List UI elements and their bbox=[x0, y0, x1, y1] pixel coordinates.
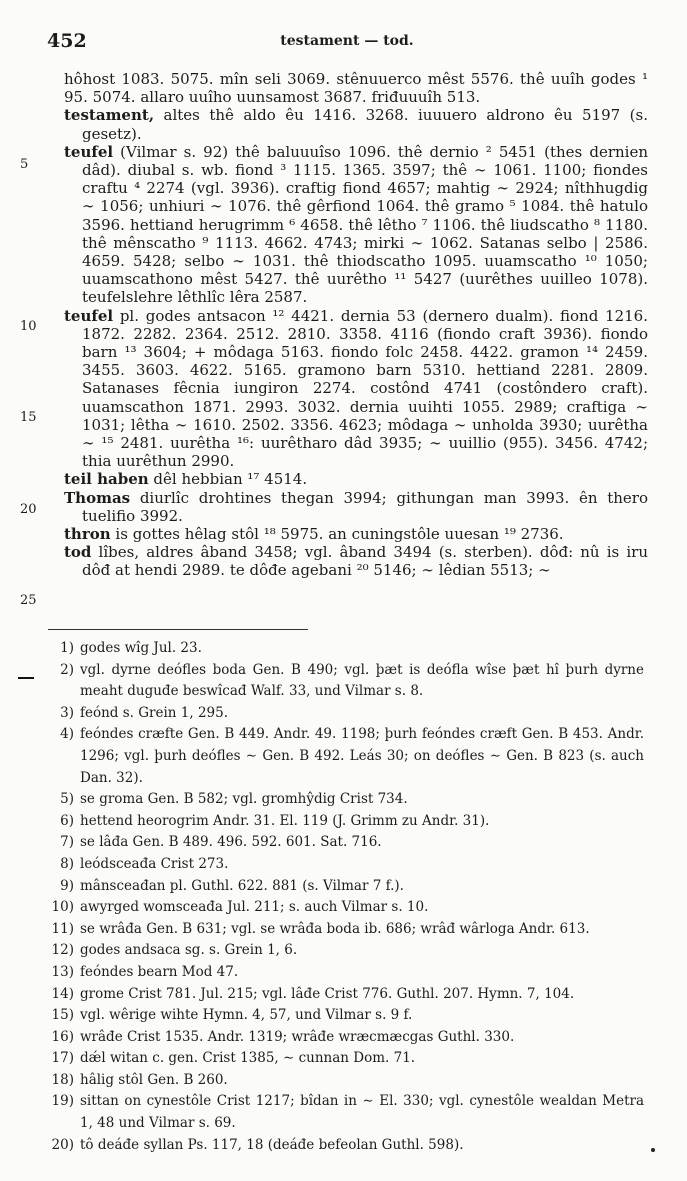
entry-text: lîbes, aldres âband 3458; vgl. âband 3494 (s. sterben). dôđ: nû is iru dôđ at hendi 2989. te dôđe agebani ²⁰ 5146; ∼ lêdian 5513; ∼ bbox=[82, 543, 648, 580]
footnote bbox=[48, 984, 644, 1006]
footnote bbox=[48, 854, 644, 876]
entry-text: diurlîc drohtines thegan 3994; githungan man 3993. ên thero tuelifio 3992. bbox=[82, 488, 648, 525]
footnote bbox=[48, 1048, 644, 1070]
footnote bbox=[48, 1005, 644, 1027]
margin-mark bbox=[18, 677, 34, 679]
footnote-number: 16) bbox=[51, 1028, 74, 1045]
footnote-number: 2) bbox=[60, 661, 74, 678]
footnote-number: 19) bbox=[51, 1093, 74, 1110]
footnote-text: se wrâđa Gen. B 631; vgl. se wrâđa boda ib. 686; wrâđ wârloga Andr. 613. bbox=[80, 920, 590, 937]
footnote bbox=[48, 832, 644, 854]
footnote-text: hâlig stôl Gen. B 260. bbox=[80, 1071, 228, 1088]
footnotes bbox=[48, 638, 644, 1156]
entry-text: dêl hebbian ¹⁷ 4514. bbox=[148, 470, 308, 489]
footnote-text: vgl. wêrige wihte Hymn. 4, 57, und Vilmar s. 9 f. bbox=[80, 1007, 413, 1024]
footnote-number: 4) bbox=[60, 726, 74, 743]
entry-text: (Vilmar s. 92) thê baluuuîso 1096. thê dernio ² 5451 (thes dernien dâd). diubal s. wb. fiond ³ 1115. 1365. 3597; thê ∼ 1061. 1100; fiondes craftu ⁴ 2274 (vgl. 3936). craftig fiond 4657; mahtig ∼ 2924; nîthhugdig ∼ 1056; unhiuri ∼ 1076. thê gêrfiond 1064. thê gramo ⁵ 1084. thê hatulo 3596. hettiand herugrimm ⁶ 4658. thê lêtho ⁷ 1106. thê liudscatho ⁸ 1180. thê mênscatho ⁹ 1113. 4662. 4743; mirki ∼ 1062. Satanas selbo | 2586. 4659. 5428; selbo ∼ 1031. thê thiodscatho 1095. uuamscatho ¹⁰ 1050; uuamscathono mêst 5427. thê uurêtho ¹¹ 5427 (uurêthes uuilleo 1078). teufelslehre lêthlîc lêra 2587. bbox=[82, 142, 648, 307]
footnote-text: feóndes bearn Mod 47. bbox=[80, 963, 239, 980]
footnote-text: awyrged womsceađa Jul. 211; s. auch Vilmar s. 10. bbox=[80, 899, 429, 916]
footnote bbox=[48, 962, 644, 984]
entry-teil-haben bbox=[64, 470, 648, 488]
footnote-number: 17) bbox=[51, 1050, 74, 1067]
footnote bbox=[48, 919, 644, 941]
footnote-text: godes wîg Jul. 23. bbox=[80, 640, 202, 656]
entry-hohost bbox=[64, 70, 648, 106]
footnote-text: tô deáđe syllan Ps. 117, 18 (deáđe befeolan Guthl. 598). bbox=[80, 1136, 464, 1153]
footnote-text: hettend heorogrim Andr. 31. El. 119 (J. Grimm zu Andr. 31). bbox=[80, 812, 490, 829]
footnote-text: mânsceađan pl. Guthl. 622. 881 (s. Vilmar 7 f.). bbox=[80, 877, 404, 894]
footnote-text: sittan on cynestôle Crist 1217; bîdan in ∼ El. 330; vgl. cynestôle wealdan Metra 1, 48 und Vilmar s. 69. bbox=[80, 1093, 644, 1132]
headword: teufel bbox=[64, 306, 114, 325]
entry-teufel bbox=[64, 143, 648, 307]
entry-text: pl. godes antsacon ¹² 4421. dernia 53 (dernero dualm). fiond 1216. 1872. 2282. 2364. 2512. 2810. 3358. 4116 (fiondo craft 3936). fiondo barn ¹³ 3604; + môdaga 5163. fiondo folc 2458. 4422. gramon ¹⁴ 2459. 3455. 3603. 4622. 5165. gramono barn 5310. hettiand 2281. 2809. Satanases fêcnia iungiron 2274. costônd 4741 (costôndero craft). uuamscathon 1871. 2993. 3032. dernia uuihti 1055. 2989; craftiga ∼ 1031; lêtha ∼ 1610. 2502. 3356. 4623; môdaga ∼ unholda 3930; uurêtha ∼ ¹⁵ 2481. uurêtha ¹⁶: uurêtharo dâd 3935; ∼ uuillio (955). 3456. 4742; thia uurêthun 2990. bbox=[82, 306, 648, 471]
footnote-number: 5) bbox=[60, 791, 74, 808]
footnote bbox=[48, 897, 644, 919]
entry-text: hôhost 1083. 5075. mîn seli 3069. stênuuerco mêst 5576. thê uuîh godes ¹ 95. 5074. allaro uuîho uunsamost 3687. friđuuuîh 513. bbox=[64, 70, 648, 107]
footnote-text: feóndes cræfte Gen. B 449. Andr. 49. 1198; þurh feóndes cræft Gen. B 453. Andr. 1296; vgl. þurh deófles ∼ Gen. B 492. Leás 30; on deófles ∼ Gen. B 823 (s. auch Dan. 32). bbox=[80, 726, 644, 786]
footnote bbox=[48, 1091, 644, 1134]
footnote bbox=[48, 638, 644, 660]
footnote-number: 18) bbox=[51, 1071, 74, 1088]
footnote bbox=[48, 1070, 644, 1092]
footnote-text: leódsceađa Crist 273. bbox=[80, 855, 229, 872]
footnote-number: 14) bbox=[51, 985, 74, 1002]
footnote-number: 7) bbox=[60, 834, 74, 851]
line-number: 10 bbox=[20, 319, 37, 334]
entry-tod bbox=[64, 543, 648, 579]
headword: tod bbox=[64, 543, 92, 562]
line-number: 15 bbox=[20, 410, 37, 425]
footnote-number: 10) bbox=[51, 899, 74, 916]
footnote-number: 11) bbox=[51, 920, 74, 937]
entry-teufel-plural bbox=[64, 307, 648, 471]
headword: teil haben bbox=[64, 470, 149, 489]
footnote bbox=[48, 789, 644, 811]
footnote bbox=[48, 703, 644, 725]
footnote-number: 3) bbox=[60, 704, 74, 721]
footnote-text: vgl. dyrne deófles boda Gen. B 490; vgl. þæt is deófla wîse þæt hî þurh dyrne meaht duguđe beswîcađ Walf. 33, und Vilmar s. 8. bbox=[80, 661, 644, 700]
footnote-text: feónd s. Grein 1, 295. bbox=[80, 704, 229, 721]
footnote-number: 8) bbox=[60, 855, 74, 872]
entry-thomas bbox=[64, 489, 648, 525]
entry-testament bbox=[64, 106, 648, 142]
headword: thron bbox=[64, 525, 111, 544]
footnote bbox=[48, 660, 644, 703]
speck-mark bbox=[651, 1148, 655, 1152]
footnote bbox=[48, 1027, 644, 1049]
footnote-text: se lâđa Gen. B 489. 496. 592. 601. Sat. 716. bbox=[80, 834, 382, 851]
headword: testament, bbox=[64, 106, 155, 125]
page-header bbox=[47, 30, 647, 54]
footnote-number: 6) bbox=[60, 812, 74, 829]
entry-text: altes thê aldo êu 1416. 3268. iuuuero aldrono êu 5197 (s. gesetz). bbox=[82, 106, 648, 143]
footnote-text: godes andsaca sg. s. Grein 1, 6. bbox=[80, 942, 298, 959]
headword: teufel bbox=[64, 142, 114, 161]
footnote-text: wrâđe Crist 1535. Andr. 1319; wrâđe wræcmæcgas Guthl. 330. bbox=[80, 1028, 515, 1045]
footnote-text: se groma Gen. B 582; vgl. gromhŷdig Crist 734. bbox=[80, 791, 408, 808]
footnote-number: 1) bbox=[60, 640, 74, 656]
footnote-divider bbox=[48, 629, 308, 630]
line-number: 25 bbox=[20, 593, 37, 608]
page-number: 452 bbox=[47, 30, 87, 52]
entry-thron bbox=[64, 525, 648, 543]
entry-text: is gottes hêlag stôl ¹⁸ 5975. an cuningstôle uuesan ¹⁹ 2736. bbox=[110, 525, 564, 544]
footnote-text: grome Crist 781. Jul. 215; vgl. lâđe Crist 776. Guthl. 207. Hymn. 7, 104. bbox=[80, 985, 575, 1002]
footnote bbox=[48, 940, 644, 962]
footnote bbox=[48, 876, 644, 898]
running-title: testament — tod. bbox=[280, 33, 414, 49]
footnote-number: 13) bbox=[51, 963, 74, 980]
dictionary-body bbox=[20, 70, 648, 608]
footnote bbox=[48, 811, 644, 833]
footnote-number: 20) bbox=[51, 1136, 74, 1153]
footnote-number: 12) bbox=[51, 942, 74, 959]
footnote-text: dǽl witan c. gen. Crist 1385, ∼ cunnan Dom. 71. bbox=[80, 1050, 416, 1067]
footnote-number: 9) bbox=[60, 877, 74, 894]
line-number: 20 bbox=[20, 502, 37, 517]
line-number: 5 bbox=[20, 157, 29, 172]
headword: Thomas bbox=[64, 488, 131, 507]
footnote-number: 15) bbox=[51, 1007, 74, 1024]
footnote bbox=[48, 724, 644, 789]
footnote bbox=[48, 1135, 644, 1157]
